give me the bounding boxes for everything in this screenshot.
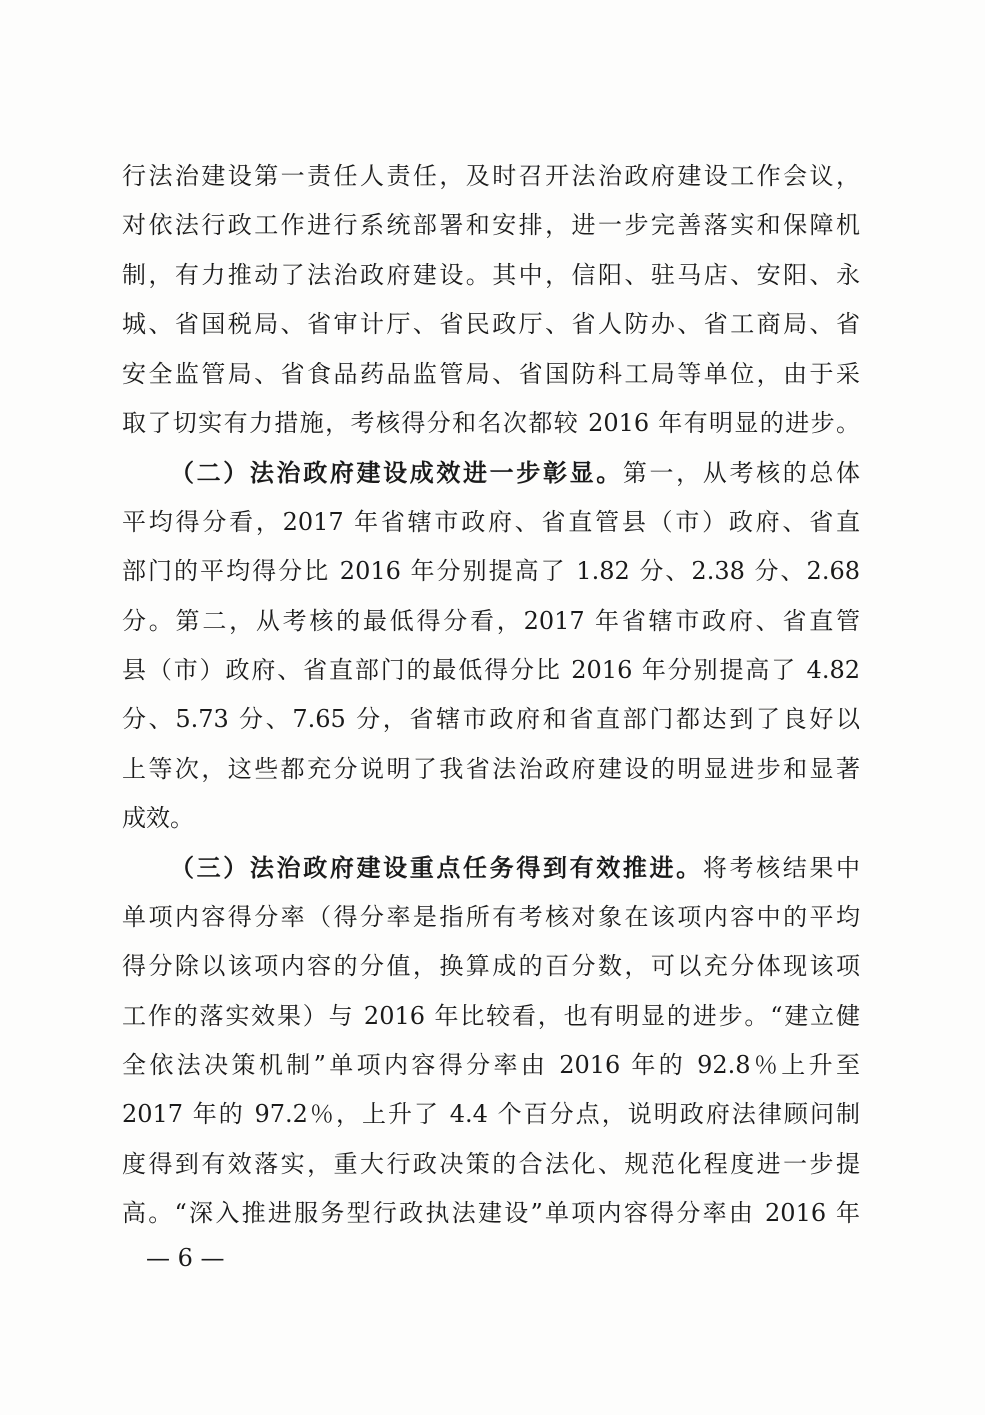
text-line: 得分除以该项内容的分值，换算成的百分数，可以充分体现该项 [122, 952, 860, 981]
text-line: 上等次，这些都充分说明了我省法治政府建设的明显进步和显著 [122, 754, 860, 783]
text-line: 高。“深入推进服务型行政执法建设”单项内容得分率由 2016 年 [122, 1199, 860, 1228]
heading-line-rest: 第一，从考核的总体 [622, 459, 861, 488]
text-line: 部门的平均得分比 2016 年分别提高了 1.82 分、2.38 分、2.68 [122, 557, 860, 586]
text-line: 县（市）政府、省直部门的最低得分比 2016 年分别提高了 4.82 [122, 655, 860, 684]
section-heading: （二）法治政府建设成效进一步彰显。 [170, 458, 623, 488]
text-line: 全依法决策机制”单项内容得分率由 2016 年的 92.8％上升至 [122, 1051, 860, 1080]
page-number: — 6 — [146, 1244, 225, 1272]
text-line: 行法治建设第一责任人责任，及时召开法治政府建设工作会议， [122, 162, 860, 190]
heading-line-rest: 将考核结果中 [702, 854, 861, 883]
section-heading-line [122, 448, 860, 497]
text-line: 度得到有效落实，重大行政决策的合法化、规范化程度进一步提 [122, 1149, 860, 1178]
text-line: 制，有力推动了法治政府建设。其中，信阳、驻马店、安阳、永 [122, 260, 860, 289]
text-line: 城、省国税局、省审计厅、省民政厅、省人防办、省工商局、省 [122, 310, 860, 339]
text-line: 分、5.73 分、7.65 分，省辖市政府和省直部门都达到了良好以 [122, 705, 860, 734]
text-line: 安全监管局、省食品药品监管局、省国防科工局等单位，由于采 [122, 359, 860, 388]
section-heading: （三）法治政府建设重点任务得到有效推进。 [170, 853, 703, 883]
text-line: 对依法行政工作进行系统部署和安排，进一步完善落实和保障机 [122, 211, 860, 240]
text-line: 成效。 [122, 804, 194, 833]
text-line: 2017 年的 97.2％，上升了 4.4 个百分点，说明政府法律顾问制 [122, 1100, 860, 1129]
text-line: 取了切实有力措施，考核得分和名次都较 2016 年有明显的进步。 [122, 408, 860, 437]
text-line: 平均得分看，2017 年省辖市政府、省直管县（市）政府、省直 [122, 507, 860, 536]
text-line: 单项内容得分率（得分率是指所有考核对象在该项内容中的平均 [122, 902, 860, 931]
text-line: 分。第二，从考核的最低得分看，2017 年省辖市政府、省直管 [122, 606, 860, 635]
body-text [122, 152, 860, 1239]
text-line: 工作的落实效果）与 2016 年比较看，也有明显的进步。“建立健 [122, 1001, 860, 1030]
section-heading-line [122, 843, 860, 892]
